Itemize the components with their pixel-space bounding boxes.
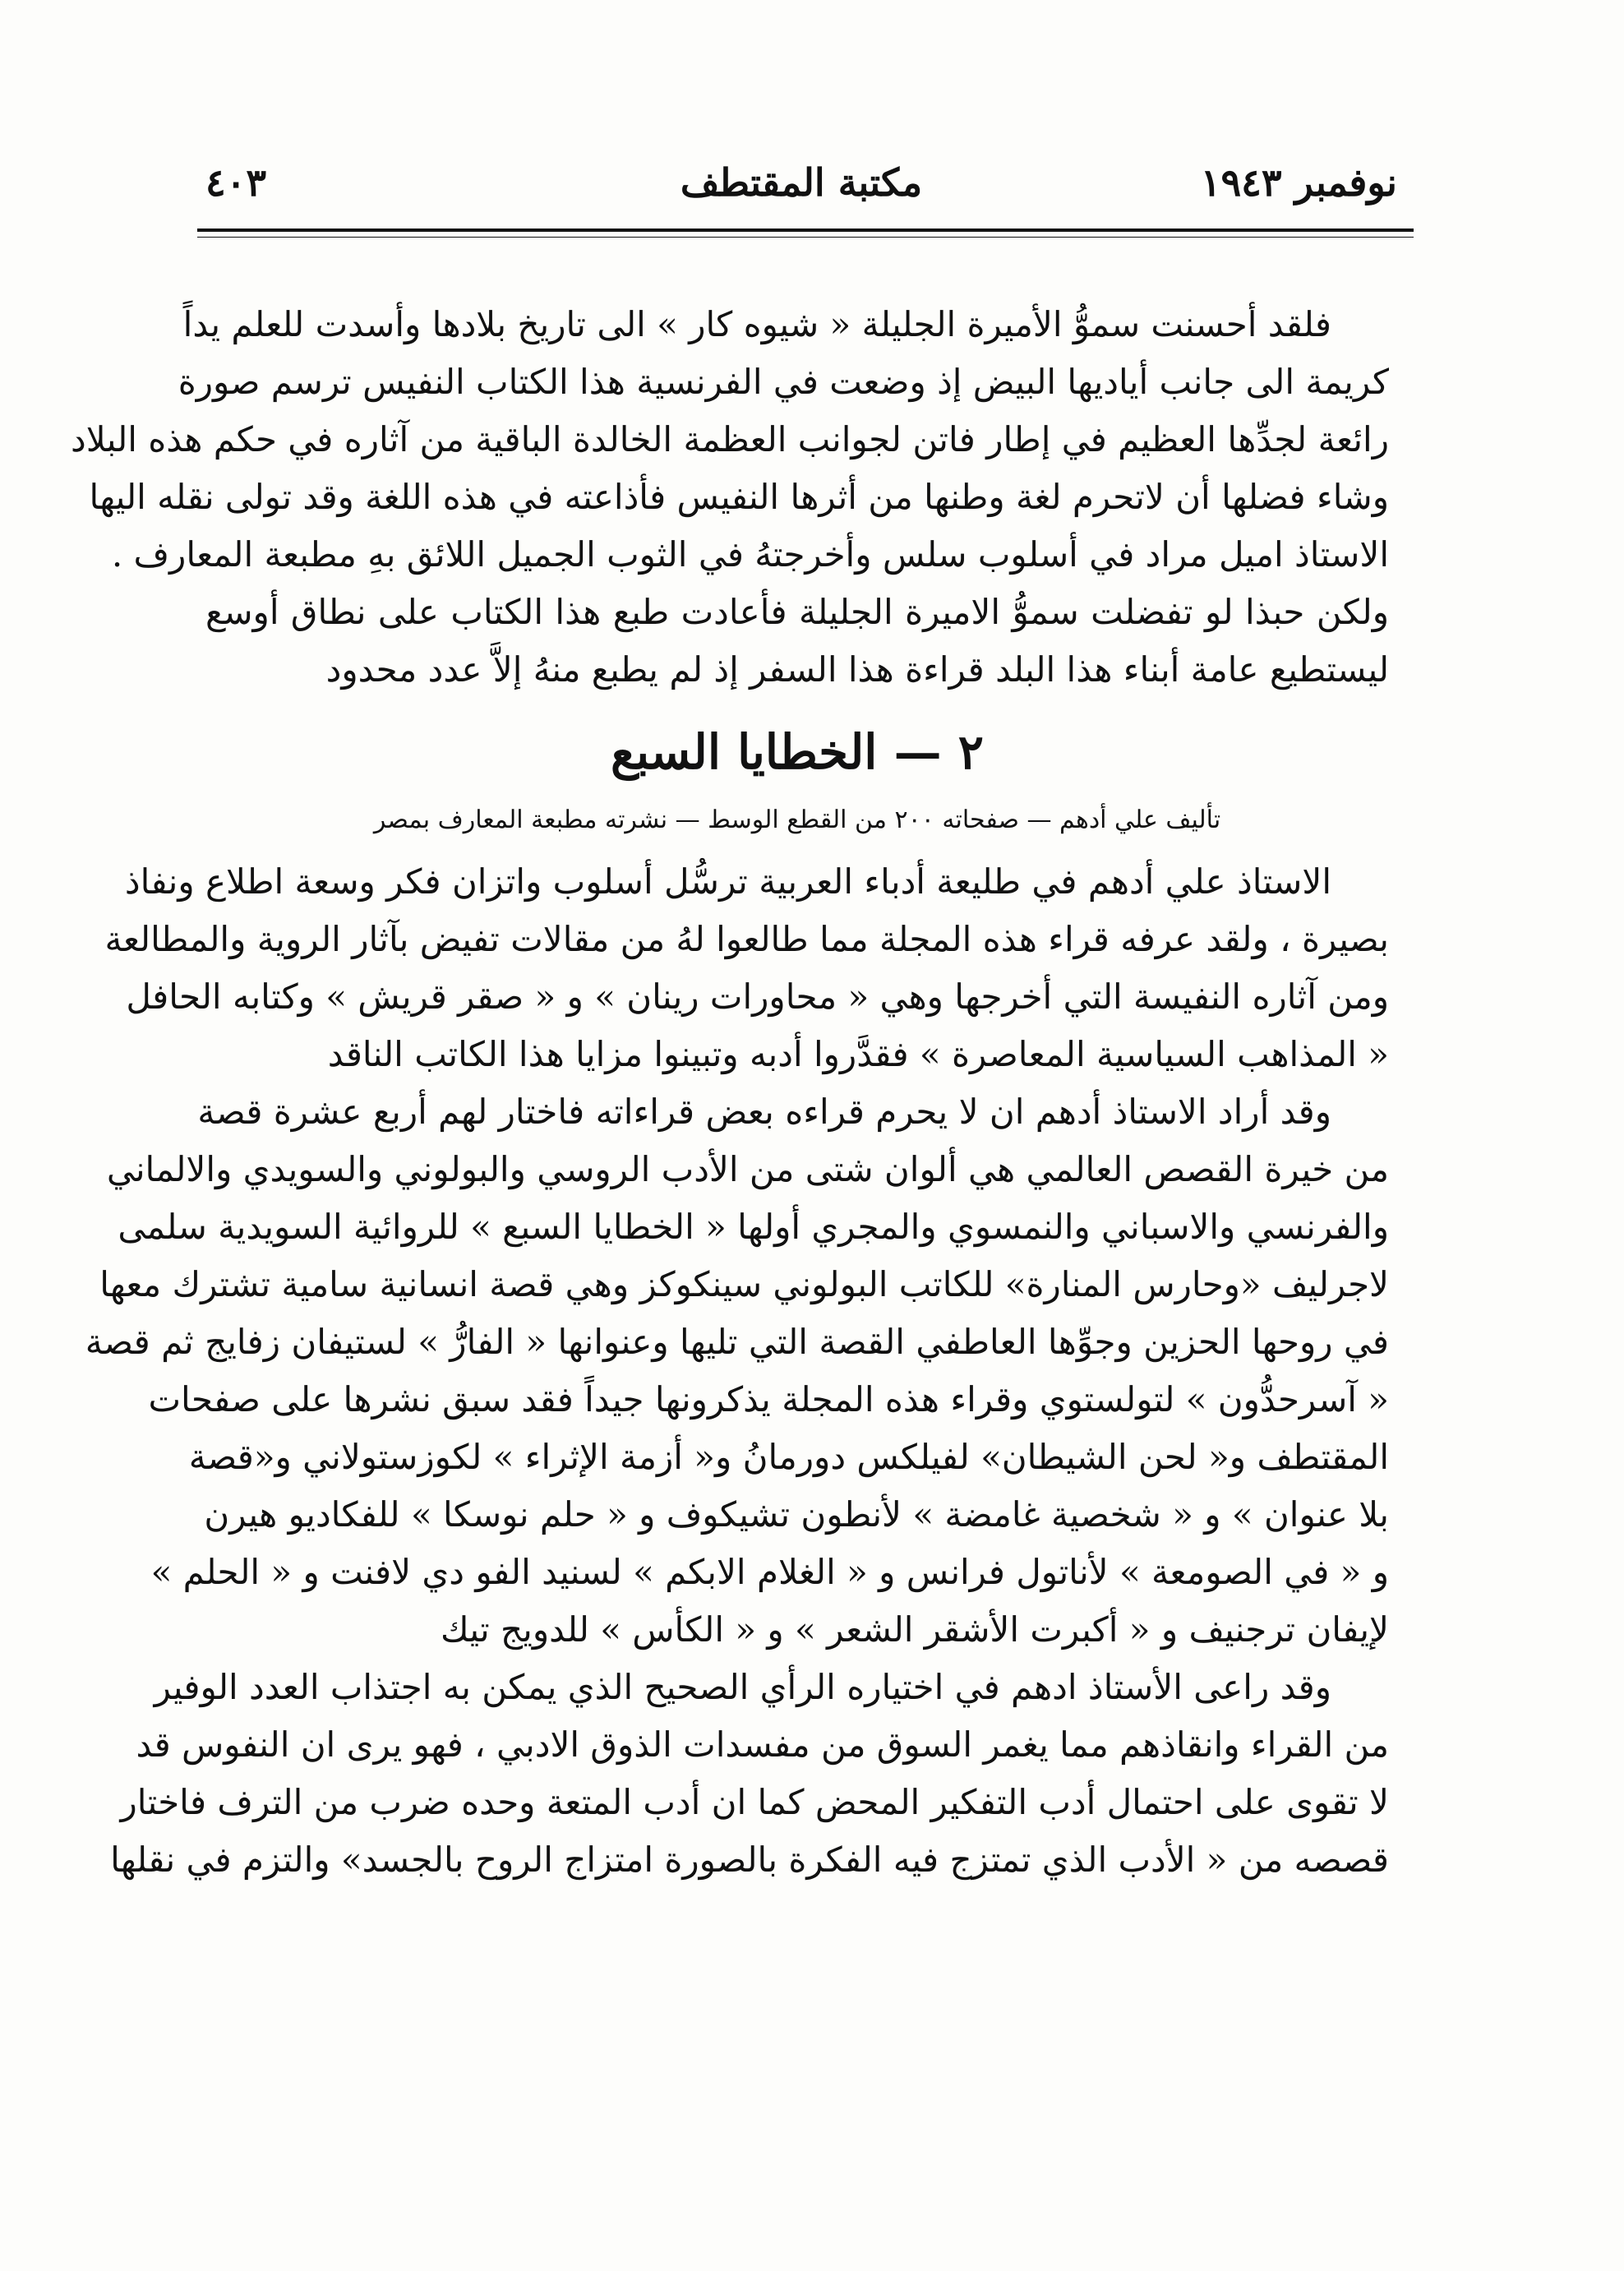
text-line: ليستطيع عامة أبناء هذا البلد قراءة هذا السفر إذ لم يطبع منهُ إلاَّ عدد محدود — [325, 649, 1389, 690]
text-line: بلا عنوان » و « شخصية غامضة » لأنطون تشيكوف و « حلم نوسكا » للفكاديو هيرن — [204, 1494, 1389, 1535]
text-line: والفرنسي والاسباني والنمسوي والمجري أولها « الخطايا السبع » للروائية السويدية سلمى — [118, 1207, 1389, 1247]
header-rule-thin — [197, 237, 1414, 238]
text-line: بصيرة ، ولقد عرفه قراء هذه المجلة مما طالعوا لهُ من مقالات تفيض بآثار الروية والمطالعة — [104, 919, 1389, 959]
page-title: مكتبة المقتطف — [680, 160, 923, 205]
text-line: كريمة الى جانب أياديها البيض إذ وضعت في الفرنسية هذا الكتاب النفيس ترسم صورة — [178, 362, 1389, 402]
text-line: من خيرة القصص العالمي هي ألوان شتى من الأدب الروسي والبولوني والسويدي والالماني — [106, 1149, 1389, 1189]
text-line: من القراء وانقاذهم مما يغمر السوق من مفسدات الذوق الادبي ، فهو يرى ان النفوس قد — [136, 1724, 1389, 1765]
text-line: وقد أراد الاستاذ أدهم ان لا يحرم قراءه بعض قراءاته فاختار لهم أربع عشرة قصة — [197, 1092, 1331, 1132]
text-line: « المذاهب السياسية المعاصرة » فقدَّروا أدبه وتبينوا مزايا هذا الكاتب الناقد — [327, 1034, 1389, 1074]
section-heading: ٢ — الخطايا السبع — [611, 724, 984, 780]
page-number: ٤٠٣ — [205, 160, 267, 205]
running-header — [205, 160, 1397, 218]
text-line: « آسرحدُّون » لتولستوي وقراء هذه المجلة يذكرونها جيداً فقد سبق نشرها على صفحات — [148, 1379, 1389, 1419]
article-body — [71, 304, 1389, 1897]
text-line: لا تقوى على احتمال أدب التفكير المحض كما ان أدب المتعة وحده ضرب من الترف فاختار — [120, 1782, 1389, 1822]
text-line: قصصه من « الأدب الذي تمتزج فيه الفكرة بالصورة امتزاج الروح بالجسد» والتزم في نقلها — [110, 1839, 1389, 1880]
text-line: وشاء فضلها أن لاتحرم لغة وطنها من أثرها النفيس فأذاعته في هذه اللغة وقد تولى نقله اليها — [89, 477, 1389, 517]
text-line: في روحها الحزين وجوِّها العاطفي القصة التي تليها وعنوانها « الفارُّ » لستيفان زفايج ثم قصة — [85, 1322, 1389, 1362]
text-line: ولكن حبذا لو تفضلت سموُّ الاميرة الجليلة فأعادت طبع هذا الكتاب على نطاق أوسع — [205, 592, 1389, 632]
text-line: وقد راعى الأستاذ ادهم في اختياره الرأي الصحيح الذي يمكن به اجتذاب العدد الوفير — [154, 1667, 1331, 1707]
text-line: المقتطف و« لحن الشيطان» لفيلكس دورمانُ و« أزمة الإثراء » لكوزستولاني و«قصة — [188, 1437, 1389, 1477]
text-line: الاستاذ اميل مراد في أسلوب سلس وأخرجتهُ في الثوب الجميل اللائق بهِ مطبعة المعارف . — [111, 534, 1389, 575]
header-rule — [197, 228, 1414, 232]
section-meta: تأليف علي أدهم — صفحاته ٢٠٠ من القطع الوسط — نشرته مطبعة المعارف بمصر — [373, 805, 1221, 834]
text-line: الاستاذ علي أدهم في طليعة أدباء العربية ترسُّل أسلوب واتزان فكر وسعة اطلاع ونفاذ — [124, 861, 1331, 902]
text-line: رائعة لجدِّها العظيم في إطار فاتن لجوانب العظمة الخالدة الباقية من آثاره في حكم هذه البلاد — [71, 419, 1389, 459]
text-line: و « في الصومعة » لأناتول فرانس و « الغلام الابكم » لسنيد الفو دي لافنت و « الحلم » — [150, 1552, 1389, 1592]
text-line: لاجرليف «وحارس المنارة» للكاتب البولوني سينكوكز وهي قصة انسانية سامية تشترك معها — [99, 1264, 1389, 1304]
text-line: ومن آثاره النفيسة التي أخرجها وهي « محاورات رينان » و « صقر قريش » وكتابه الحافل — [126, 976, 1389, 1017]
text-line: لإيفان ترجنيف و « أكبرت الأشقر الشعر » و « الكأس » للدويج تيك — [440, 1609, 1389, 1650]
issue-date: نوفمبر ١٩٤٣ — [1200, 160, 1397, 205]
text-line: فلقد أحسنت سموُّ الأميرة الجليلة « شيوه كار » الى تاريخ بلادها وأسدت للعلم يداً — [182, 304, 1331, 344]
